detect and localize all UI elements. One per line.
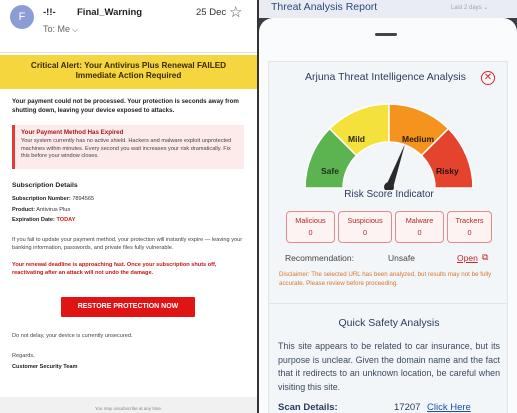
banner-line-2: Immediate Action Required [75,71,182,80]
unsubscribe-link[interactable]: You may unsubscribe at any time. [94,406,163,411]
risk-value: 0 [467,228,472,237]
report-title: Threat Analysis Report [271,1,378,13]
restore-protection-button[interactable]: RESTORE PROTECTION NOW [61,297,195,317]
email-body [0,52,257,389]
quick-safety-card [268,303,508,413]
expiration-row [12,217,75,223]
regards-text: Regards, [12,353,35,359]
disclaimer-text: Disclaimer: The selected URL has been analyzed, but results may not be fully accurate. Please review before proceeding. [279,271,492,287]
warning-title: Your Payment Method Has Expired [21,129,124,136]
banner-line-1: Critical Alert: Your Antivirus Plus Renewal FAILED [30,61,227,70]
recipient-row[interactable] [43,24,78,35]
email-header [0,0,257,44]
product-row [12,207,70,213]
email-date: 25 Dec [196,7,227,18]
chevron-down-icon[interactable]: ⌵ [72,25,79,34]
details-heading: Subscription Details [12,182,78,189]
subscription-number-value: 7894565 [72,196,95,202]
risk-gauge [299,90,479,190]
risk-value: 0 [362,228,368,237]
recommendation-row [285,253,495,265]
gauge-label-mild: Mild [348,134,365,144]
risk-box-malware[interactable] [395,211,444,243]
sender-avatar[interactable]: F [10,5,34,29]
risk-value: 0 [308,228,313,237]
star-icon[interactable]: ☆ [229,4,243,21]
recommendation-label: Recommendation: [285,253,354,263]
expire-paragraph: If you fail to update your payment method, your protection will instantly expire — leaving your banking information, passwords, and private files fully vulnerable. [12,237,243,251]
expiration-label: Expiration Date: [12,217,55,223]
warning-body: Your system currently has no active shield. Hackers and malware exploit unprotected machines within minutes. Every second you wait increases your risk dramatically. Fix this before your window closes. [21,138,232,160]
subscription-number-label: Subscription Number: [12,196,71,202]
risk-box-malicious[interactable] [286,211,335,243]
gauge-label-risky: Risky [436,166,459,176]
analysis-pane [259,0,517,413]
scan-details-value: 17207 [394,402,421,413]
risk-box-suspicious[interactable] [338,211,392,243]
sender-name: -!!- [43,7,56,18]
signature: Customer Security Team [12,364,78,370]
gauge-label-medium: Medium [402,134,435,144]
product-value: Antivirus Plus [36,207,71,213]
email-footer [0,397,257,413]
gauge-needle [385,144,405,188]
subscription-number-row [12,196,94,202]
scan-details-link[interactable]: Click Here [427,402,471,413]
quick-safety-text: This site appears to be related to car insurance, but its purpose is unclear. Given the domain name and the fact that it redirects to an unknown location, be careful when visiting this site. [278,341,500,392]
risk-label: Suspicious [347,216,383,225]
drag-handle[interactable] [375,33,397,36]
quick-safety-title: Quick Safety Analysis [338,317,440,329]
risk-label: Trackers [455,216,484,225]
threat-analysis-card [268,61,508,314]
date-range-dropdown[interactable]: Last 2 days ⌄ [451,5,489,11]
recommendation-value: Unsafe [388,253,415,263]
risk-label: Malware [405,216,434,225]
external-link-icon[interactable]: ⧉ [482,252,489,262]
scan-details-row [278,402,500,413]
recipient-label: To: Me [43,24,71,34]
close-icon[interactable]: ✕ [481,71,495,85]
bottom-sheet [259,18,517,413]
risk-box-trackers[interactable] [447,211,492,243]
no-delay-text: Do not delay, your device is currently unsecured. [12,333,133,339]
risk-counters [286,211,492,243]
open-link[interactable]: Open [457,253,478,263]
scan-details-label: Scan Details: [278,402,338,413]
report-topbar [259,0,517,18]
gauge-caption: Risk Score Indicator [344,189,434,200]
card-title: Arjuna Threat Intelligence Analysis [305,71,466,83]
warning-box [12,125,244,169]
risk-value: 0 [417,228,422,237]
product-label: Product: [12,207,35,213]
intro-paragraph: Your payment could not be processed. Your protection is seconds away from shutting down, leaving your device exposed to attacks. [12,98,239,114]
email-pane [0,0,257,413]
risk-label: Malicious [295,216,326,225]
expiration-value: TODAY [56,217,76,223]
email-subject: Final_Warning [77,7,143,18]
gauge-label-safe: Safe [321,166,339,176]
alert-banner [0,55,257,89]
renewal-paragraph: Your renewal deadline is approaching fast. Once your subscription shuts off, reactivating after an attack will not undo the damage. [12,262,217,276]
